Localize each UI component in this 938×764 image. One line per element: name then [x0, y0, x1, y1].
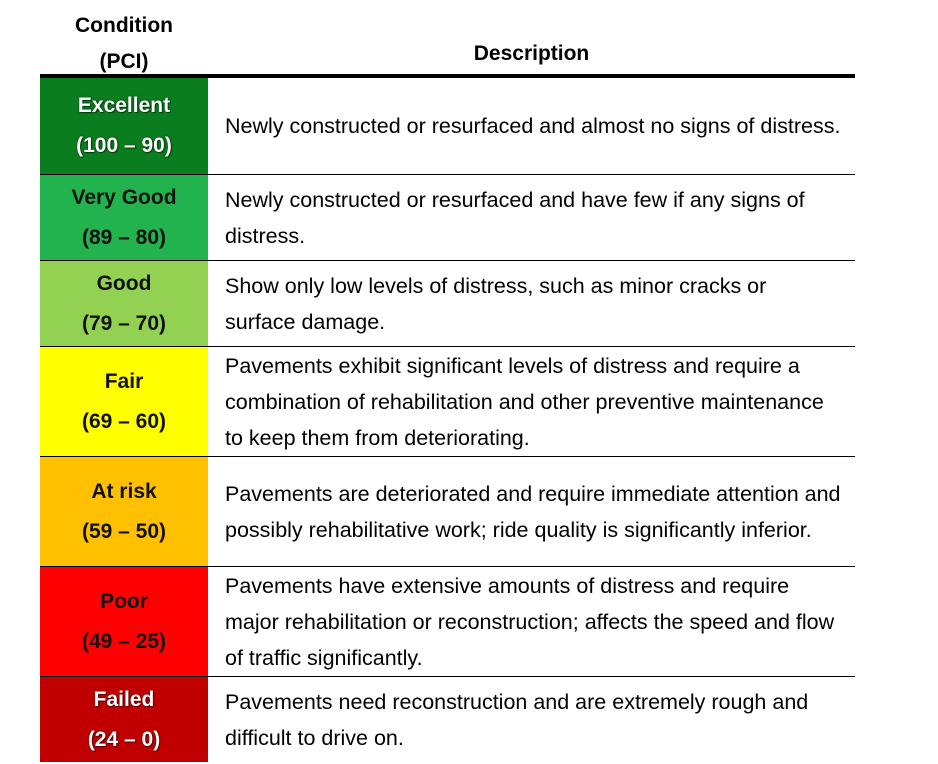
- condition-header-label: Condition: [75, 14, 173, 37]
- condition-label: Fair: [104, 369, 144, 393]
- description-cell: [208, 261, 855, 346]
- condition-cell: [40, 567, 208, 676]
- condition-label: At risk: [91, 479, 157, 503]
- description-cell: [208, 567, 855, 676]
- pci-range: (49 – 25): [81, 629, 167, 653]
- pci-range: (24 – 0): [87, 727, 161, 751]
- table-header: [40, 0, 855, 78]
- description-text: Pavements exhibit significant levels of distress and require a combination of rehabilitation and other preventive maintenance to keep them from deteriorating.: [225, 353, 824, 450]
- condition-cell: [40, 347, 208, 456]
- pci-range: (69 – 60): [81, 409, 167, 433]
- condition-cell: [40, 175, 208, 260]
- description-text: Newly constructed or resurfaced and almost no signs of distress.: [225, 114, 841, 138]
- description-cell: [208, 78, 855, 174]
- description-cell: [208, 677, 855, 762]
- condition-label: Failed: [93, 687, 155, 711]
- condition-column-header: [40, 0, 208, 74]
- description-text: Pavements are deteriorated and require immediate attention and possibly rehabilitative work; ride quality is significantly inferior.: [225, 481, 841, 542]
- description-cell: [208, 457, 855, 566]
- table-row: [40, 78, 855, 175]
- condition-label: Poor: [100, 589, 148, 613]
- description-text: Pavements have extensive amounts of distress and require major rehabilitation or reconstruction; affects the speed and flow of traffic significantly.: [225, 573, 835, 670]
- description-text: Pavements need reconstruction and are extremely rough and difficult to drive on.: [225, 689, 809, 750]
- table-row: [40, 567, 855, 677]
- pci-condition-table: [40, 0, 855, 762]
- pci-range: (89 – 80): [81, 225, 167, 249]
- pci-range: (59 – 50): [81, 519, 167, 543]
- description-text: Show only low levels of distress, such as minor cracks or surface damage.: [225, 273, 767, 334]
- table-row: [40, 175, 855, 261]
- table-row: [40, 261, 855, 347]
- description-cell: [208, 347, 855, 456]
- description-text: Newly constructed or resurfaced and have few if any signs of distress.: [225, 187, 805, 248]
- condition-label: Good: [96, 271, 152, 295]
- condition-cell: [40, 78, 208, 174]
- description-header-label: Description: [473, 42, 590, 65]
- pci-header-label: (PCI): [99, 50, 149, 73]
- description-column-header: [208, 0, 855, 74]
- table-row: [40, 347, 855, 457]
- pci-range: (100 – 90): [76, 134, 172, 157]
- description-cell: [208, 175, 855, 260]
- condition-label: Very Good: [71, 185, 177, 209]
- condition-label: Excellent: [77, 94, 171, 117]
- table-row: [40, 677, 855, 762]
- condition-cell: [40, 457, 208, 566]
- pci-range: (79 – 70): [81, 311, 167, 335]
- condition-cell: [40, 261, 208, 346]
- condition-cell: [40, 677, 208, 762]
- table-row: [40, 457, 855, 567]
